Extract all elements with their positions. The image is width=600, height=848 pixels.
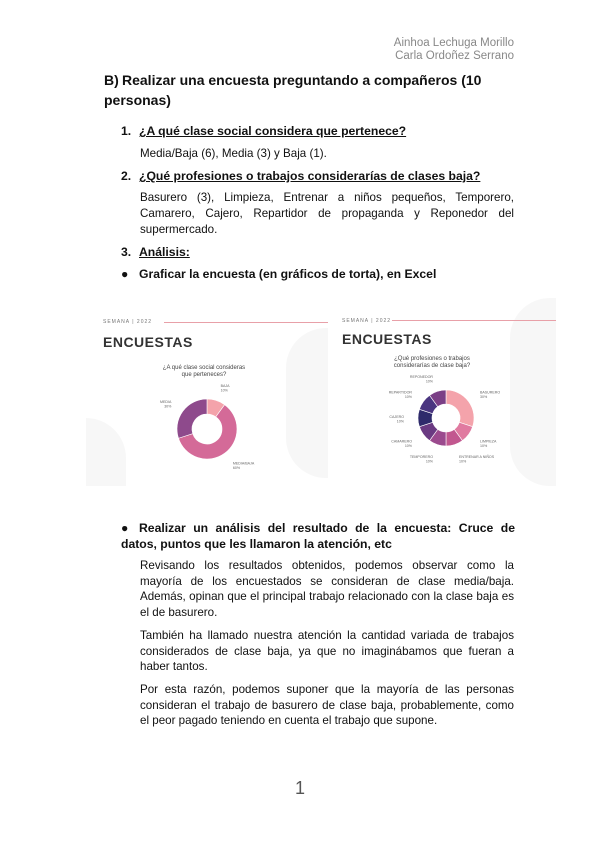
pie-label: BAJA 10% (220, 384, 230, 393)
section-letter: B) (104, 72, 119, 88)
paragraph-1: Revisando los resultados obtenidos, podemos observar como la mayoría de los encuestados se consideran de clase media/baja. Además, opinan que el principal trabajo relacionado con la clase baja es el de basurero. (140, 559, 514, 619)
bullet-graph-text: Graficar la encuesta (en gráficos de torta), en Excel (139, 267, 437, 281)
question-1 (121, 124, 406, 138)
paragraph-3: Por esta razón, podemos suponer que la mayoría de las personas consideran el trabajo de basurero de clase baja, probablemente, como el peor pagado teniendo en cuenta el trabajo que supone. (140, 683, 514, 727)
paragraph-2: También ha llamado nuestra atención la cantidad variada de trabajos considerados de clase baja, ya que no imaginábamos que fueran a haber tantos. (140, 629, 514, 673)
bullet-analysis-text: Realizar un análisis del resultado de la encuesta: Cruce de datos, puntos que les llamaron la atención, etc (121, 521, 515, 551)
answer-1: Media/Baja (6), Media (3) y Baja (1). (140, 147, 327, 160)
authors (394, 37, 514, 63)
question-3-number: 3. (121, 245, 132, 259)
chart-1-title: ¿A qué clase social consideras que perteneces? (162, 365, 246, 378)
slide-2-date: SEMANA | 2022 (342, 318, 392, 324)
pie-label: ENTRENAR A NIÑOS 10% (458, 454, 495, 464)
chart-2-title: ¿Qué profesiones o trabajos considerarías de clase baja? (393, 356, 471, 369)
answer-2: Basurero (3), Limpieza, Entrenar a niños pequeños, Temporero, Camarero, Cajero, Repartidor de propaganda y Reponedor del supermercado. (140, 191, 514, 236)
question-3 (121, 245, 190, 259)
question-3-text: Análisis: (139, 245, 190, 259)
question-2-number: 2. (121, 169, 132, 183)
slide-1 (86, 298, 328, 486)
pie-slice-basurero (446, 390, 474, 427)
pie-slice-media (177, 399, 207, 438)
author-1: Ainhoa Lechuga Morillo (393, 37, 514, 49)
pie-label: CAMARERO 10% (391, 439, 413, 449)
chart-1-donut (86, 298, 328, 486)
pie-label: MEDIA 30% (160, 400, 172, 409)
question-2 (121, 169, 480, 183)
pie-label: CAJERO 10% (389, 415, 404, 424)
bullet-graph (121, 266, 436, 282)
chart-2-donut (330, 298, 556, 486)
bullet-analysis (121, 520, 515, 552)
slide-2 (330, 298, 556, 486)
question-1-text: ¿A qué clase social considera que pertenece? (139, 124, 407, 138)
pie-label: MEDIA/BAJA 60% (232, 461, 255, 471)
page-number: 1 (294, 778, 305, 798)
slide-2-title: ENCUESTAS (342, 331, 432, 347)
pie-label: TEMPORERO 10% (409, 454, 434, 464)
pie-label: LIMPIEZA 10% (479, 439, 497, 449)
pie-label: BASURERO 30% (479, 390, 501, 399)
section-title (104, 70, 516, 110)
question-2-text: ¿Qué profesiones o trabajos considerarías de clases baja? (139, 169, 481, 183)
author-2: Carla Ordoñez Serrano (395, 50, 514, 62)
slide-1-title: ENCUESTAS (103, 334, 193, 350)
bullet-dot: ● (121, 521, 129, 535)
pie-label: REPARTIDOR 10% (388, 390, 413, 399)
bullet-dot: ● (121, 267, 129, 281)
slide-1-date: SEMANA | 2022 (103, 319, 153, 325)
pie-label: REPONEDOR 10% (409, 375, 434, 384)
section-title-text: Realizar una encuesta preguntando a compañeros (10 personas) (104, 72, 482, 108)
question-1-number: 1. (121, 124, 132, 138)
